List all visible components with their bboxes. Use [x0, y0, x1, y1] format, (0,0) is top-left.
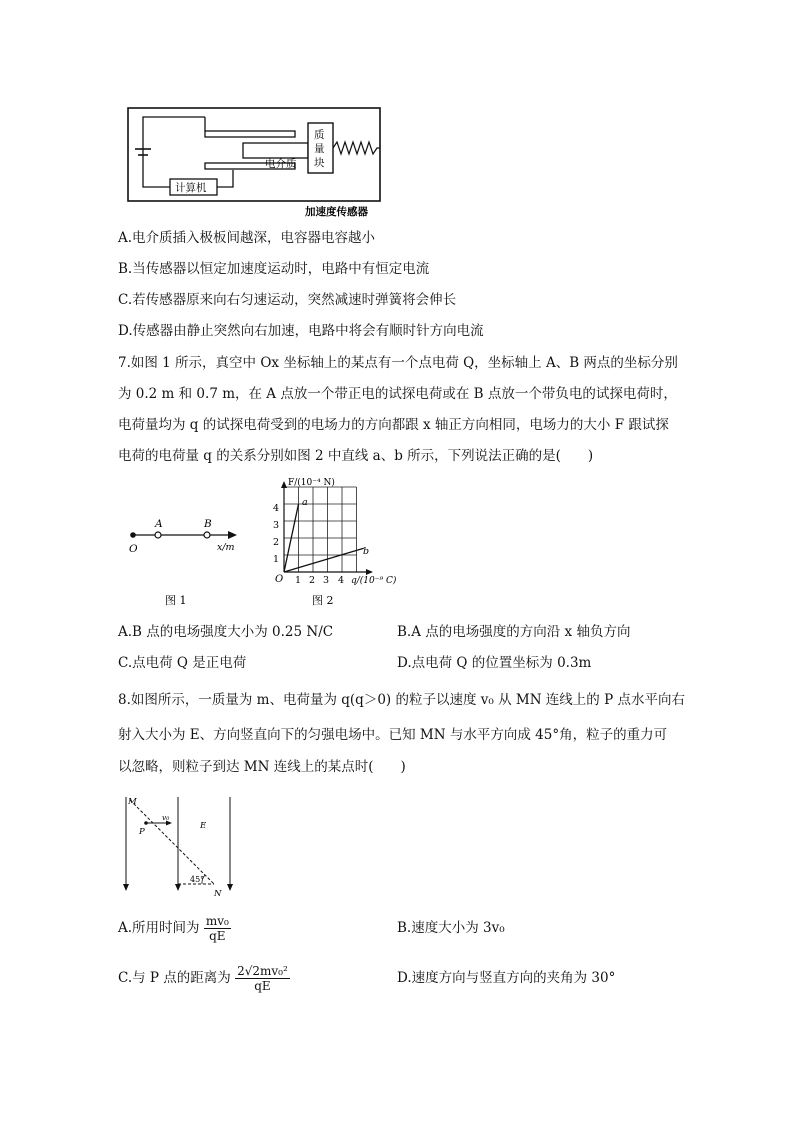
svg-text:B: B — [204, 518, 212, 530]
y-axis-label: F/(10⁻⁴ N) — [288, 478, 335, 488]
fig2-caption: 图 2 — [312, 594, 334, 607]
q8-field-figure — [118, 792, 243, 900]
q7-stem-line1: 7.如图 1 所示，真空中 Ox 坐标轴上的某点有一个点电荷 Q，坐标轴上 A、B 两点的坐标分别 — [118, 355, 678, 371]
svg-text:M: M — [128, 797, 137, 807]
point-a-marker — [155, 532, 161, 538]
x-tick: 4 — [338, 575, 345, 586]
q8-stem-line1: 8.如图所示，一质量为 m、电荷量为 q(q＞0) 的粒子以速度 v₀ 从 MN 连线上的 P 点水平向右 — [118, 692, 685, 708]
q8-c-fraction: $\frac{\text{2√2mv₀²}}{qE}$ — [237, 964, 288, 993]
q8-option-c[interactable]: C.与 P 点的距离为 $\frac{\text{2√2mv₀²}}{qE}$ — [118, 964, 288, 993]
angle-label: 45° — [190, 875, 205, 884]
point-p-marker — [144, 821, 148, 825]
y-tick: 1 — [273, 554, 280, 565]
point-b-marker — [204, 532, 210, 538]
svg-text:x/m: x/m — [217, 542, 235, 553]
mn-line — [130, 800, 214, 884]
svg-text:O: O — [275, 574, 284, 585]
q8-option-a[interactable]: A.所用时间为 $\frac{\text{mv₀}}{qE}$ — [118, 914, 229, 943]
svg-text:E: E — [200, 821, 207, 831]
spring-icon — [333, 142, 380, 154]
line-a-label: a — [302, 497, 308, 508]
x-tick: 2 — [309, 575, 316, 586]
svg-text:块: 块 — [314, 157, 325, 169]
svg-text:v₀: v₀ — [162, 813, 170, 822]
figure-caption: 加速度传感器 — [305, 206, 368, 218]
svg-text:N: N — [214, 889, 222, 899]
svg-text:O: O — [129, 543, 138, 555]
q8-stem-line3: 以忽略，则粒子到达 MN 连线上的某点时( ) — [118, 759, 406, 775]
fig1-caption: 图 1 — [165, 594, 187, 607]
line-b-label: b — [363, 546, 370, 557]
q8-a-fraction: $\frac{\text{mv₀}}{qE}$ — [205, 914, 229, 943]
dielectric-slab — [243, 143, 308, 158]
q8-stem-line2: 射入大小为 E、方向竖直向下的匀强电场中。已知 MN 与水平方向成 45°角，粒子的重力可 — [118, 727, 668, 743]
q6-option-b[interactable]: B.当传感器以恒定加速度运动时，电路中有恒定电流 — [118, 261, 430, 277]
y-tick: 4 — [273, 503, 280, 514]
svg-text:A: A — [155, 518, 163, 530]
accelerometer-figure — [125, 105, 390, 220]
computer-label: 计算机 — [175, 182, 207, 194]
q7-figure1 — [125, 510, 250, 610]
q8-option-d[interactable]: D.速度方向与竖直方向的夹角为 30° — [397, 970, 616, 986]
q7-stem-line4: 电荷的电荷量 q 的关系分别如图 2 中直线 a、b 所示，下列说法正确的是( ) — [118, 448, 594, 464]
y-tick: 2 — [273, 537, 280, 548]
x-axis-label: q/(10⁻⁹ C) — [351, 576, 397, 586]
q7-option-a[interactable]: A.B 点的电场强度大小为 0.25 N/C — [118, 624, 334, 640]
q7-stem-line2: 为 0.2 m 和 0.7 m，在 A 点放一个带正电的试探电荷或在 B 点放一个带负电的试探电荷时， — [118, 386, 677, 402]
q6-option-d[interactable]: D.传感器由静止突然向右加速，电路中将会有顺时针方向电流 — [118, 323, 484, 339]
origin-dot — [130, 532, 136, 538]
svg-text:质: 质 — [314, 129, 325, 141]
q7-figure2-chart — [268, 478, 408, 610]
q7-option-c[interactable]: C.点电荷 Q 是正电荷 — [118, 655, 247, 671]
q6-option-c[interactable]: C.若传感器原来向右匀速运动，突然减速时弹簧将会伸长 — [118, 292, 457, 308]
svg-text:量: 量 — [314, 143, 325, 155]
x-tick: 1 — [295, 575, 302, 586]
y-tick: 3 — [273, 520, 280, 531]
q7-option-d[interactable]: D.点电荷 Q 的位置坐标为 0.3m — [397, 655, 592, 671]
q7-option-b[interactable]: B.A 点的电场强度的方向沿 x 轴负方向 — [397, 624, 631, 640]
x-tick: 3 — [323, 575, 330, 586]
dielectric-label: 电介质 — [265, 158, 297, 170]
upper-plate — [205, 131, 295, 137]
q7-stem-line3: 电荷量均为 q 的试探电荷受到的电场力的方向都跟 x 轴正方向相同，电场力的大小 F 跟试探 — [118, 417, 669, 433]
q8-option-b[interactable]: B.速度大小为 3v₀ — [397, 920, 505, 936]
line-b — [284, 548, 364, 572]
svg-text:P: P — [139, 827, 145, 837]
q6-option-a[interactable]: A.电介质插入极板间越深，电容器电容越小 — [118, 230, 376, 246]
